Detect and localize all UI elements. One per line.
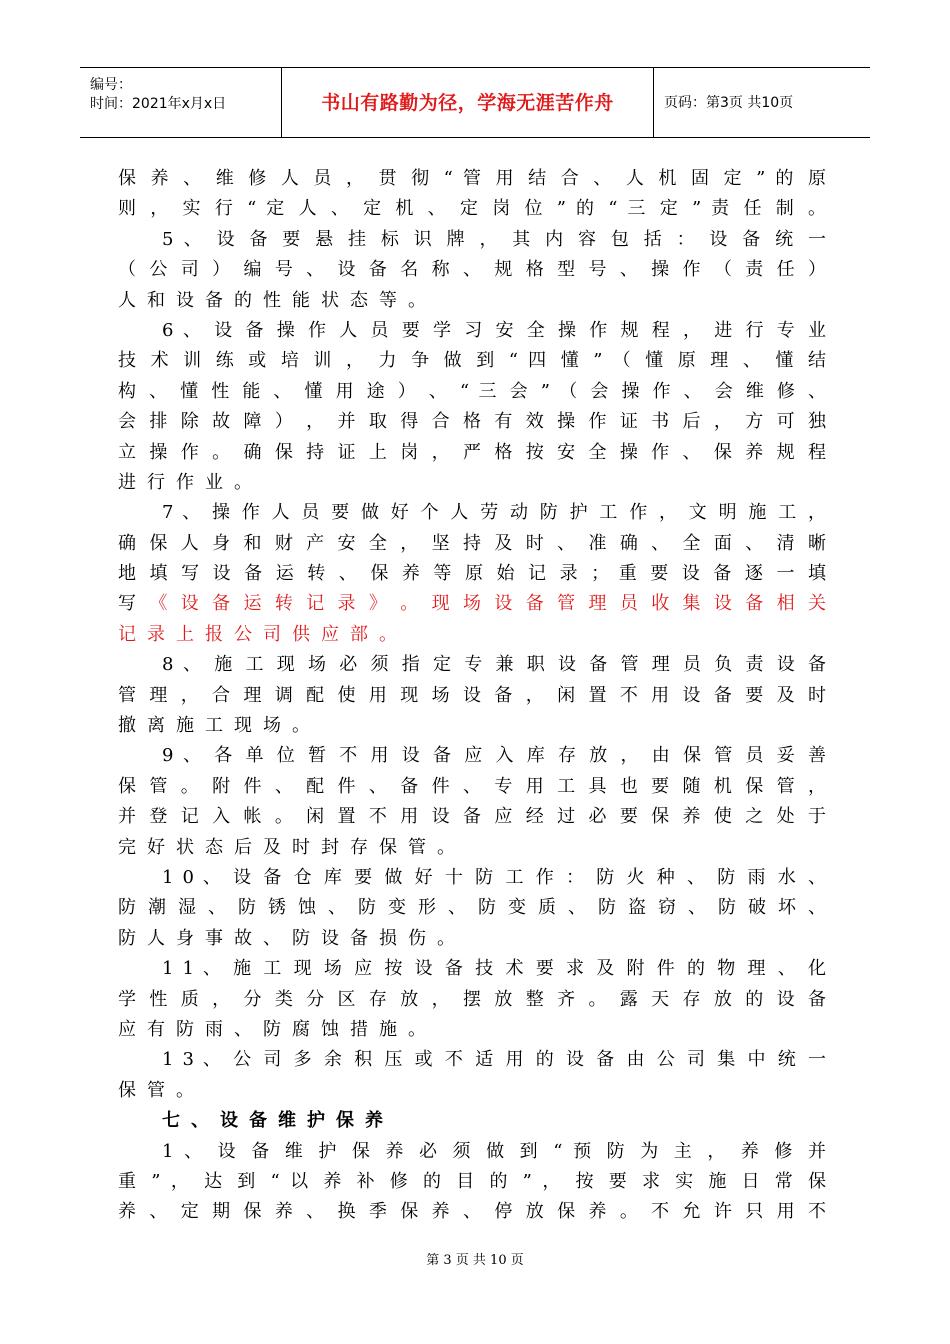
header-motto-cell bbox=[281, 68, 654, 137]
body-line bbox=[118, 194, 826, 224]
body-line-text: 则 ， 实 行 “ 定 人 、 定 机 、 定 岗 位 ” 的 “ 三 定 ” 责 任 制 。 bbox=[118, 198, 826, 220]
body-line bbox=[118, 1167, 826, 1197]
body-line bbox=[118, 1076, 826, 1106]
body-line-text: 8 、 施 工 现 场 必 须 指 定 专 兼 职 设 备 管 理 员 负 责 设 备 bbox=[162, 654, 826, 676]
body-line bbox=[118, 1015, 826, 1045]
body-line-text: 学 性 质 ， 分 类 分 区 存 放 ， 摆 放 整 齐 。 露 天 存 放 的 设 备 bbox=[118, 988, 826, 1010]
body-line-text: 构 、 懂 性 能 、 懂 用 途 ） 、 “ 三 会 ” （ 会 操 作 、 会 维 修 、 bbox=[118, 380, 826, 402]
body-line bbox=[118, 893, 826, 923]
body-line-text: 防人身事故、防设备损伤。 bbox=[118, 927, 466, 949]
body-line-text: （ 公 司 ） 编 号 、 设 备 名 称 、 规 格 型 号 、 操 作 （ 责 任 ） bbox=[118, 259, 826, 281]
code-label: 编号： bbox=[90, 77, 132, 93]
body-line-text: 并 登 记 入 帐 。 闲 置 不 用 设 备 应 经 过 必 要 保 养 使 之 处 于 bbox=[118, 806, 826, 828]
body-line bbox=[118, 225, 826, 255]
body-line-text: 确 保 人 身 和 财 产 安 全 ， 坚 持 及 时 、 准 确 、 全 面 、 清 晰 bbox=[118, 532, 826, 554]
body-line bbox=[118, 346, 826, 376]
body-line bbox=[118, 924, 826, 954]
body-line-text: 立 操 作 。 确 保 持 证 上 岗 ， 严 格 按 安 全 操 作 、 保 养 规 程 bbox=[118, 441, 826, 463]
body-line-text: 应有防雨、防腐蚀措施。 bbox=[118, 1018, 437, 1040]
body-line-text: 人和设备的性能状态等。 bbox=[118, 289, 437, 311]
body-line-text: 6 、 设 备 操 作 人 员 要 学 习 安 全 操 作 规 程 ， 进 行 专 业 bbox=[162, 319, 826, 341]
header-page-cell bbox=[653, 68, 870, 137]
section-heading bbox=[118, 1106, 826, 1136]
body-line bbox=[118, 741, 826, 771]
body-line-text: 1 3 、 公 司 多 余 积 压 或 不 适 用 的 设 备 由 公 司 集 中 统 一 bbox=[162, 1049, 826, 1071]
body-line bbox=[118, 286, 826, 316]
body-line-text: 防 潮 湿 、 防 锈 蚀 、 防 变 形 、 防 变 质 、 防 盗 窃 、 防 破 坏 、 bbox=[118, 897, 826, 919]
body-line bbox=[118, 954, 826, 984]
body-line-text: 1 0 、 设 备 仓 库 要 做 好 十 防 工 作 ： 防 火 种 、 防 雨 水 、 bbox=[162, 866, 826, 888]
body-line-text: 管 理 ， 合 理 调 配 使 用 现 场 设 备 ， 闲 置 不 用 设 备 要 及 时 bbox=[118, 684, 826, 706]
body-line bbox=[118, 1197, 826, 1227]
body-line bbox=[118, 498, 826, 528]
body-line bbox=[118, 802, 826, 832]
body-line bbox=[118, 468, 826, 498]
body-line-text: 5 、 设 备 要 悬 挂 标 识 牌 ， 其 内 容 包 括 ： 设 备 统 一 bbox=[162, 228, 826, 250]
body-line bbox=[118, 1137, 826, 1167]
body-line-text: 保 养 、 维 修 人 员 ， 贯 彻 “ 管 用 结 合 、 人 机 固 定 ” 的 原 bbox=[118, 168, 826, 189]
body-line bbox=[118, 589, 826, 619]
body-line-text: 7 、 操 作 人 员 要 做 好 个 人 劳 动 防 护 工 作 ， 文 明 施 工 ， bbox=[162, 502, 826, 524]
body-line bbox=[118, 164, 826, 194]
body-line-text: 重 ” ， 达 到 “ 以 养 补 修 的 目 的 ” ， 按 要 求 实 施 日 常 保 bbox=[118, 1170, 826, 1192]
body-line bbox=[118, 711, 826, 741]
body-line-text: 保 管 。 附 件 、 配 件 、 备 件 、 专 用 工 具 也 要 随 机 保 管 ， bbox=[118, 775, 826, 797]
body-line-text: 保管。 bbox=[118, 1079, 205, 1101]
body-line bbox=[118, 772, 826, 802]
body-line-text: 地 填 写 设 备 运 转 、 保 养 等 原 始 记 录 ； 重 要 设 备 逐 一 填 bbox=[118, 563, 826, 585]
body-line bbox=[118, 438, 826, 468]
header-meta-cell bbox=[80, 68, 281, 137]
body-line-text: 完好状态后及时封存保管。 bbox=[118, 836, 466, 858]
body-line-text: 技 术 训 练 或 培 训 ， 力 争 做 到 “ 四 懂 ” （ 懂 原 理 、 懂 结 bbox=[118, 350, 826, 372]
body-line bbox=[118, 650, 826, 680]
body-line bbox=[118, 255, 826, 285]
body-line bbox=[118, 316, 826, 346]
page-number-label: 页码：第3页 共10页 bbox=[664, 95, 794, 111]
body-line-text: 1 1 、 施 工 现 场 应 按 设 备 技 术 要 求 及 附 件 的 物 理 、 化 bbox=[162, 958, 826, 980]
document-body bbox=[118, 164, 826, 1228]
body-line bbox=[118, 407, 826, 437]
body-line bbox=[118, 620, 826, 650]
body-line bbox=[118, 985, 826, 1015]
body-line-text: 养 、 定 期 保 养 、 换 季 保 养 、 停 放 保 养 。 不 允 许 只 用 不 bbox=[118, 1201, 826, 1223]
body-line-text: 写 bbox=[118, 593, 140, 615]
body-line-text: 撤离施工现场。 bbox=[118, 715, 321, 737]
body-line bbox=[118, 681, 826, 711]
body-line-text: 进行作业。 bbox=[118, 471, 263, 493]
body-line bbox=[118, 863, 826, 893]
highlighted-text: 记录上报公司供应部。 bbox=[118, 623, 408, 645]
body-line bbox=[118, 559, 826, 589]
body-line-text: 1 、 设 备 维 护 保 养 必 须 做 到 “ 预 防 为 主 ， 养 修 并 bbox=[162, 1140, 826, 1162]
body-line bbox=[118, 1045, 826, 1075]
page-footer: 第 3 页 共 10 页 bbox=[426, 1253, 524, 1268]
highlighted-text: 《 设 备 运 转 记 录 》 。 现 场 设 备 管 理 员 收 集 设 备 相 关 bbox=[139, 593, 827, 615]
body-line bbox=[118, 529, 826, 559]
body-line-text: 七、设备维护保养 bbox=[162, 1110, 394, 1132]
date-label: 时间：2021年x月x日 bbox=[90, 96, 227, 112]
body-line bbox=[118, 377, 826, 407]
header-motto: 书山有路勤为径，学海无涯苦作舟 bbox=[321, 92, 614, 114]
body-line bbox=[118, 833, 826, 863]
body-line-text: 会 排 除 故 障 ） ， 并 取 得 合 格 有 效 操 作 证 书 后 ， 方 可 独 bbox=[118, 411, 826, 433]
body-line-text: 9 、 各 单 位 暂 不 用 设 备 应 入 库 存 放 ， 由 保 管 员 妥 善 bbox=[162, 745, 826, 767]
page-header bbox=[80, 67, 870, 138]
